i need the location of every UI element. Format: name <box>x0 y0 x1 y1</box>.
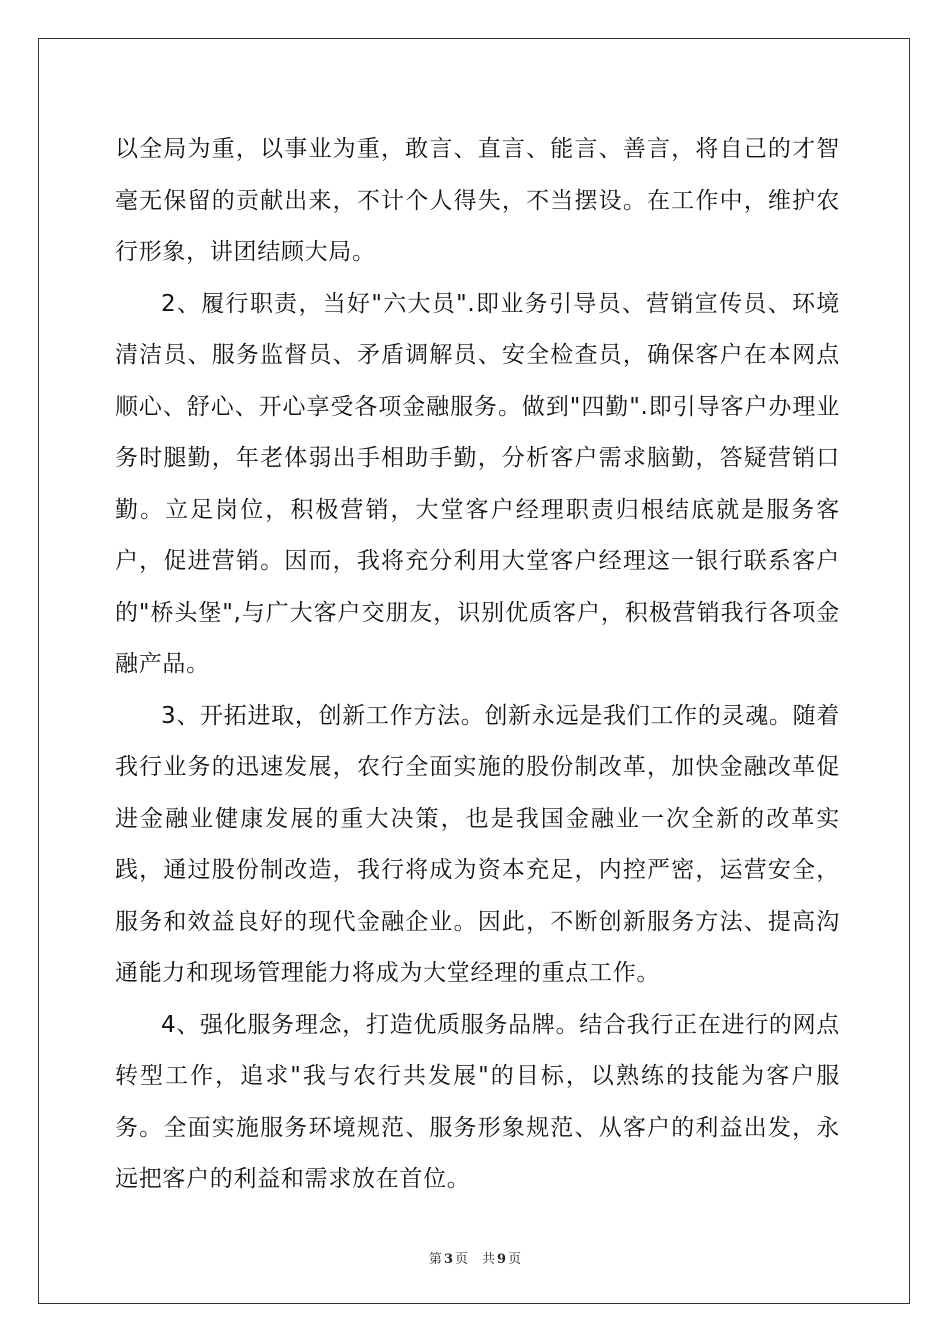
total-suffix: 页 <box>508 1252 522 1267</box>
paragraph-4: 4、强化服务理念，打造优质服务品牌。结合我行正在进行的网点转型工作，追求"我与农行共发展"的目标，以熟练的技能为客户服务。全面实施服务环境规范、服务形象规范、从客户的利益出发，永远把客户的利益和需求放在首位。 <box>115 1011 840 1192</box>
total-prefix: 共 <box>482 1252 496 1267</box>
page-footer <box>0 1248 950 1267</box>
total-pages-number: 9 <box>497 1252 507 1267</box>
page-suffix: 页 <box>454 1252 468 1267</box>
paragraph-3: 3、开拓进取，创新工作方法。创新永远是我们工作的灵魂。随着我行业务的迅速发展，农行全面实施的股份制改革，加快金融改革促进金融业健康发展的重大决策，也是我国金融业一次全新的改革实践，通过股份制改造，我行将成为资本充足，内控严密，运营安全，服务和效益良好的现代金融企业。因此，不断创新服务方法、提高沟通能力和现场管理能力将成为大堂经理的重点工作。 <box>115 702 840 986</box>
paragraph-2: 2、履行职责，当好"六大员".即业务引导员、营销宣传员、环境清洁员、服务监督员、矛盾调解员、安全检查员，确保客户在本网点顺心、舒心、开心享受各项金融服务。做到"四勤".即引导客户办理业务时腿勤，年老体弱出手相助手勤，分析客户需求脑勤，答疑营销口勤。立足岗位，积极营销，大堂客户经理职责归根结底就是服务客户，促进营销。因而，我将充分利用大堂客户经理这一银行联系客户的"桥头堡",与广大客户交朋友，识别优质客户，积极营销我行各项金融产品。 <box>115 290 840 677</box>
current-page-number: 3 <box>443 1252 453 1267</box>
page-prefix: 第 <box>428 1252 442 1267</box>
document-body <box>115 124 840 1206</box>
paragraph-1: 以全局为重，以事业为重，敢言、直言、能言、善言，将自己的才智毫无保留的贡献出来，不计个人得失，不当摆设。在工作中，维护农行形象，讲团结顾大局。 <box>115 136 840 265</box>
